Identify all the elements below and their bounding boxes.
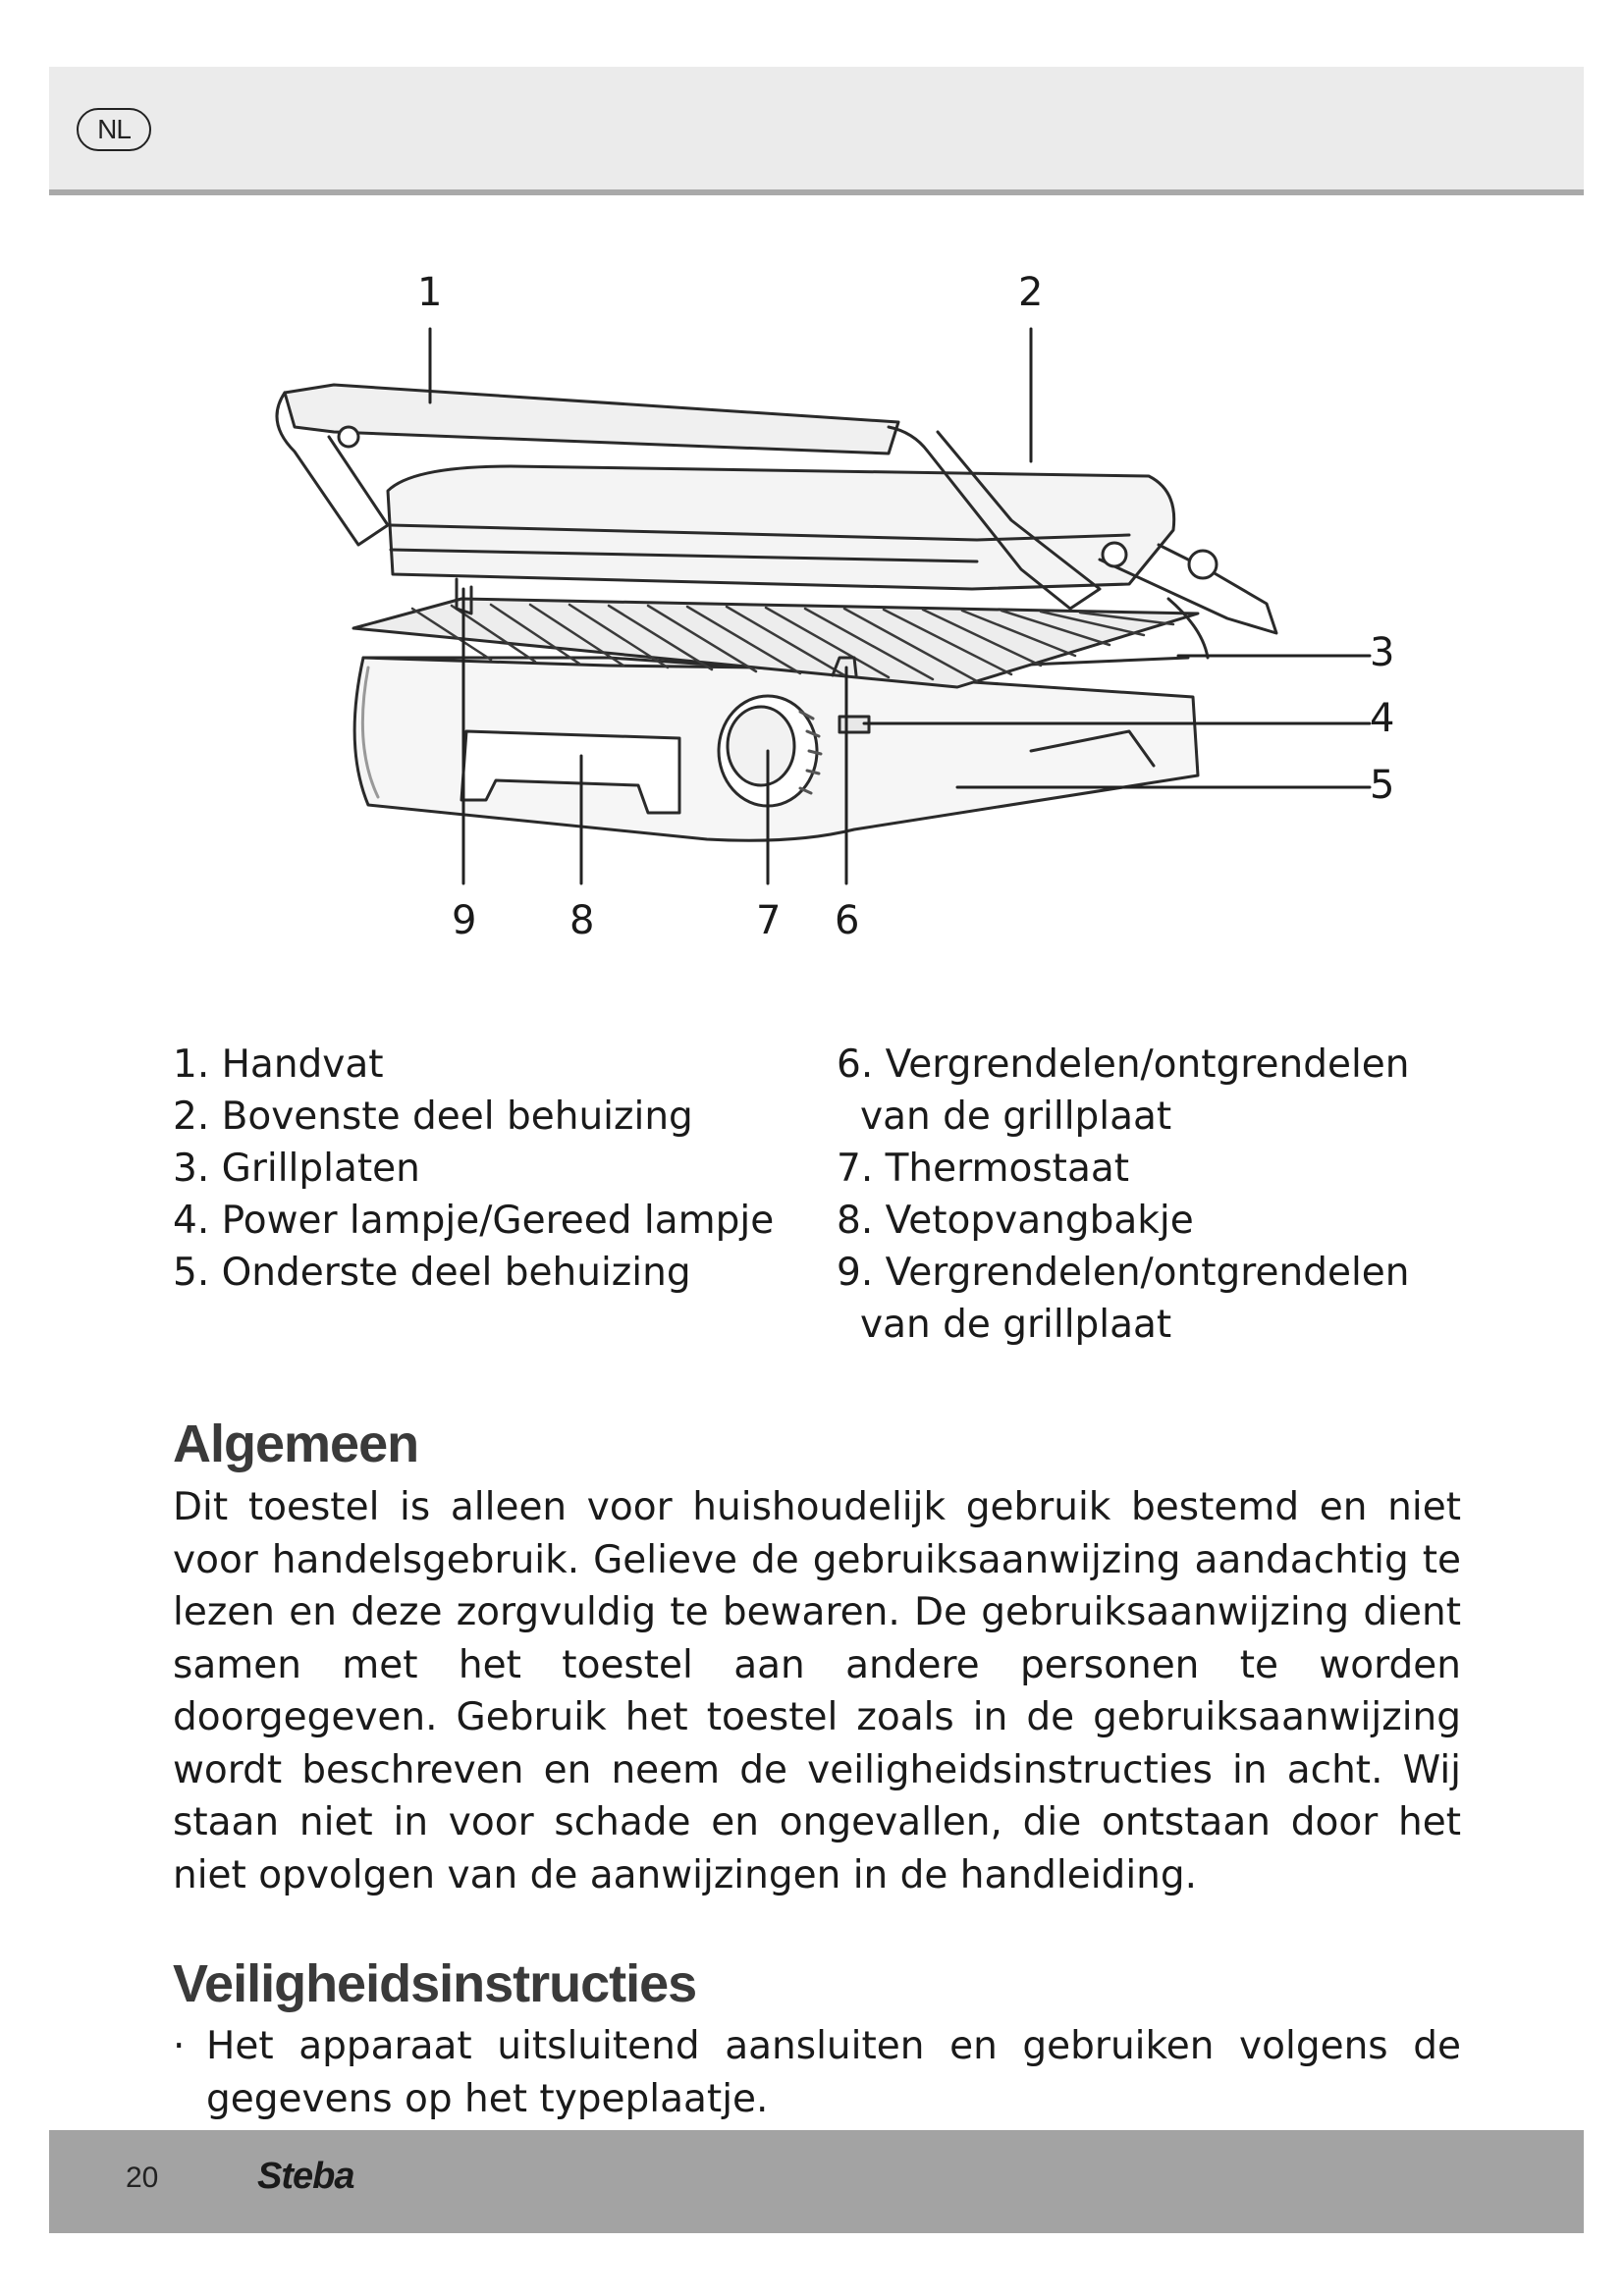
callout-9: 9 (452, 898, 477, 943)
section-title-general: Algemeen (173, 1415, 419, 1473)
legend-item: 6. Vergrendelen/ontgrendelen (837, 1042, 1410, 1087)
brand-logo: Steba (257, 2156, 354, 2197)
callout-6: 6 (835, 898, 860, 943)
parts-legend-right (837, 1039, 1410, 1351)
legend-item: 4. Power lampje/Gereed lampje (173, 1199, 775, 1243)
bullet-text: Het apparaat uitsluitend aansluiten en gebruiken volgens de gegevens op het typeplaatje. (206, 2024, 1461, 2121)
callout-2: 2 (1018, 270, 1044, 315)
legend-item: 9. Vergrendelen/ontgrendelen (837, 1251, 1410, 1295)
callout-3: 3 (1370, 630, 1395, 675)
legend-item: 1. Handvat (173, 1042, 384, 1087)
legend-item: 5. Onderste deel behuizing (173, 1251, 691, 1295)
section-title-safety: Veiligheidsinstructies (173, 1954, 697, 2013)
grill-illustration (0, 196, 1624, 962)
page-number: 20 (126, 2162, 159, 2194)
legend-item-continuation: van de grillplaat (860, 1095, 1172, 1139)
legend-item: 8. Vetopvangbakje (837, 1199, 1194, 1243)
callout-8: 8 (569, 898, 595, 943)
legend-item: 2. Bovenste deel behuizing (173, 1095, 693, 1139)
header-band (49, 67, 1584, 195)
legend-item: 7. Thermostaat (837, 1147, 1130, 1191)
callout-7: 7 (756, 898, 782, 943)
legend-item: 3. Grillplaten (173, 1147, 420, 1191)
callout-5: 5 (1370, 763, 1395, 808)
parts-legend-left (173, 1039, 774, 1299)
bullet-symbol: · (173, 2024, 186, 2068)
callout-1: 1 (417, 270, 443, 315)
handle-bar (285, 385, 898, 454)
language-badge: NL (77, 108, 151, 151)
callout-4: 4 (1370, 696, 1395, 741)
grill-figure (0, 196, 1624, 962)
legend-item-continuation: van de grillplaat (860, 1303, 1172, 1347)
safety-bullet-item (173, 2020, 1461, 2125)
section-body-general: Dit toestel is alleen voor huishoudelijk gebruik bestemd en niet voor handelsgebruik. Gelieve de gebruiksaanwijzing aandachtig te lezen en deze zorgvuldig te bewaren. De gebruiksaanwijzing dient samen met het toestel aan andere personen te worden doorgegeven. Gebruik het toestel zoals in de gebruiksaanwijzing wordt beschreven en neem de veiligheidsinstructies in acht. Wij staan niet in voor schade en ongevallen, die ontstaan door het niet opvolgen van de aanwijzingen in de handleiding. (173, 1485, 1461, 1897)
